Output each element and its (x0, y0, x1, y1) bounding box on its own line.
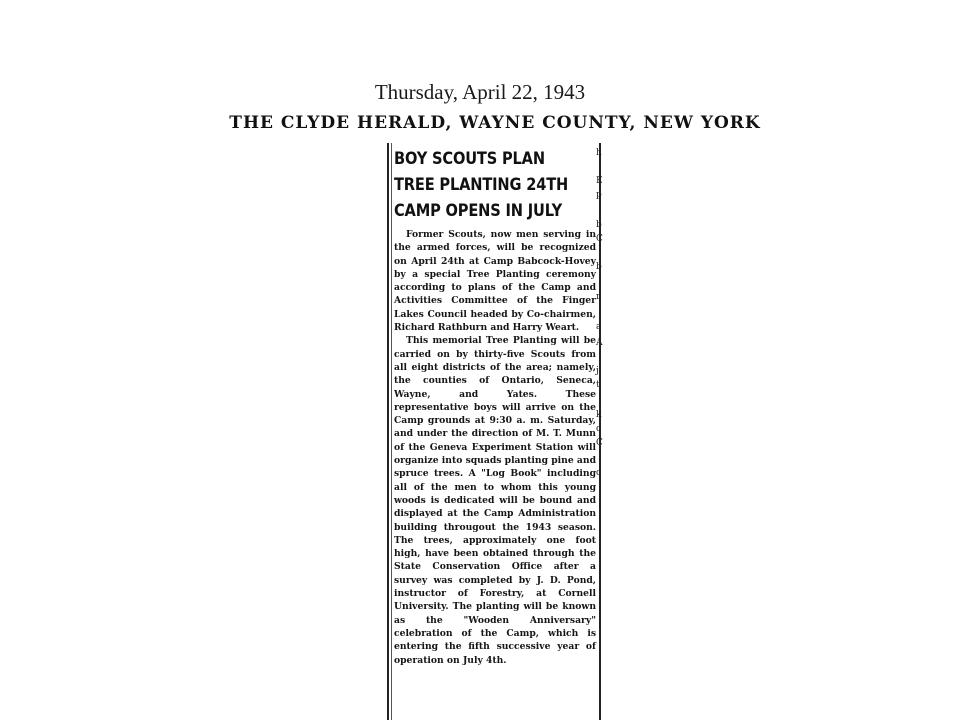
fragment-letter: A (596, 338, 603, 348)
fragment-letter: c (596, 468, 602, 478)
fragment-letter: r (596, 292, 601, 302)
article-paragraph: Former Scouts, now men serving in the armed forces, will be recognized on April 24th at Camp Babcock-Hovey by a special Tree Planting ceremony according to plans of the Camp and Activities Committee of the Finger Lakes Council headed by Co-chairmen, Richard Rathburn and Harry Weart. (394, 229, 596, 334)
fragment-letter: h (596, 148, 602, 158)
article (394, 146, 596, 667)
newspaper-clipping (387, 143, 607, 720)
fragment-letter: b (596, 220, 602, 230)
fragment-letter: C (596, 438, 603, 448)
fragment-letter: j (596, 366, 599, 376)
fragment-letter: p (596, 190, 602, 200)
fragment-letter: t (596, 380, 600, 390)
fragment-letter: C (596, 234, 603, 244)
fragment-letter: E (596, 176, 603, 186)
column-rule-left-inner (391, 143, 392, 720)
newspaper-masthead: THE CLYDE HERALD, WAYNE COUNTY, NEW YORK (229, 113, 761, 133)
headline-line: BOY SCOUTS PLAN (394, 149, 545, 169)
fragment-letter: c (596, 424, 602, 434)
headline-line: TREE PLANTING 24TH (394, 175, 569, 195)
column-rule-left (387, 143, 389, 720)
fragment-letter: b (596, 262, 602, 272)
headline-line: CAMP OPENS IN JULY (394, 201, 562, 221)
publication-date: Thursday, April 22, 1943 (374, 80, 586, 104)
article-body (394, 228, 596, 667)
article-paragraph: This memorial Tree Planting will be carried on by thirty-five Scouts from all eight districts of the area; namely, the counties of Ontario, Seneca, Wayne, and Yates. These representative boys will arrive on the Camp grounds at 9:30 a. m. Saturday, and under the direction of M. T. Munn of the Geneva Experiment Station will organize into squads planting pine and spruce trees. A "Log Book" including all of the men to whom this young woods is dedicated will be bound and displayed at the Camp Administration building througout the 1943 season. The trees, approximately one foot high, have been obtained through the State Conservation Office after a survey was completed by J. D. Pond, instructor of Forestry, at Cornell University. The planting will be known as the "Wooden Anniversary" celebration of the Camp, which is entering the fifth successive year of operation on July 4th. (394, 335, 596, 666)
fragment-letter: a (596, 322, 602, 332)
fragment-letter: k (596, 410, 602, 420)
